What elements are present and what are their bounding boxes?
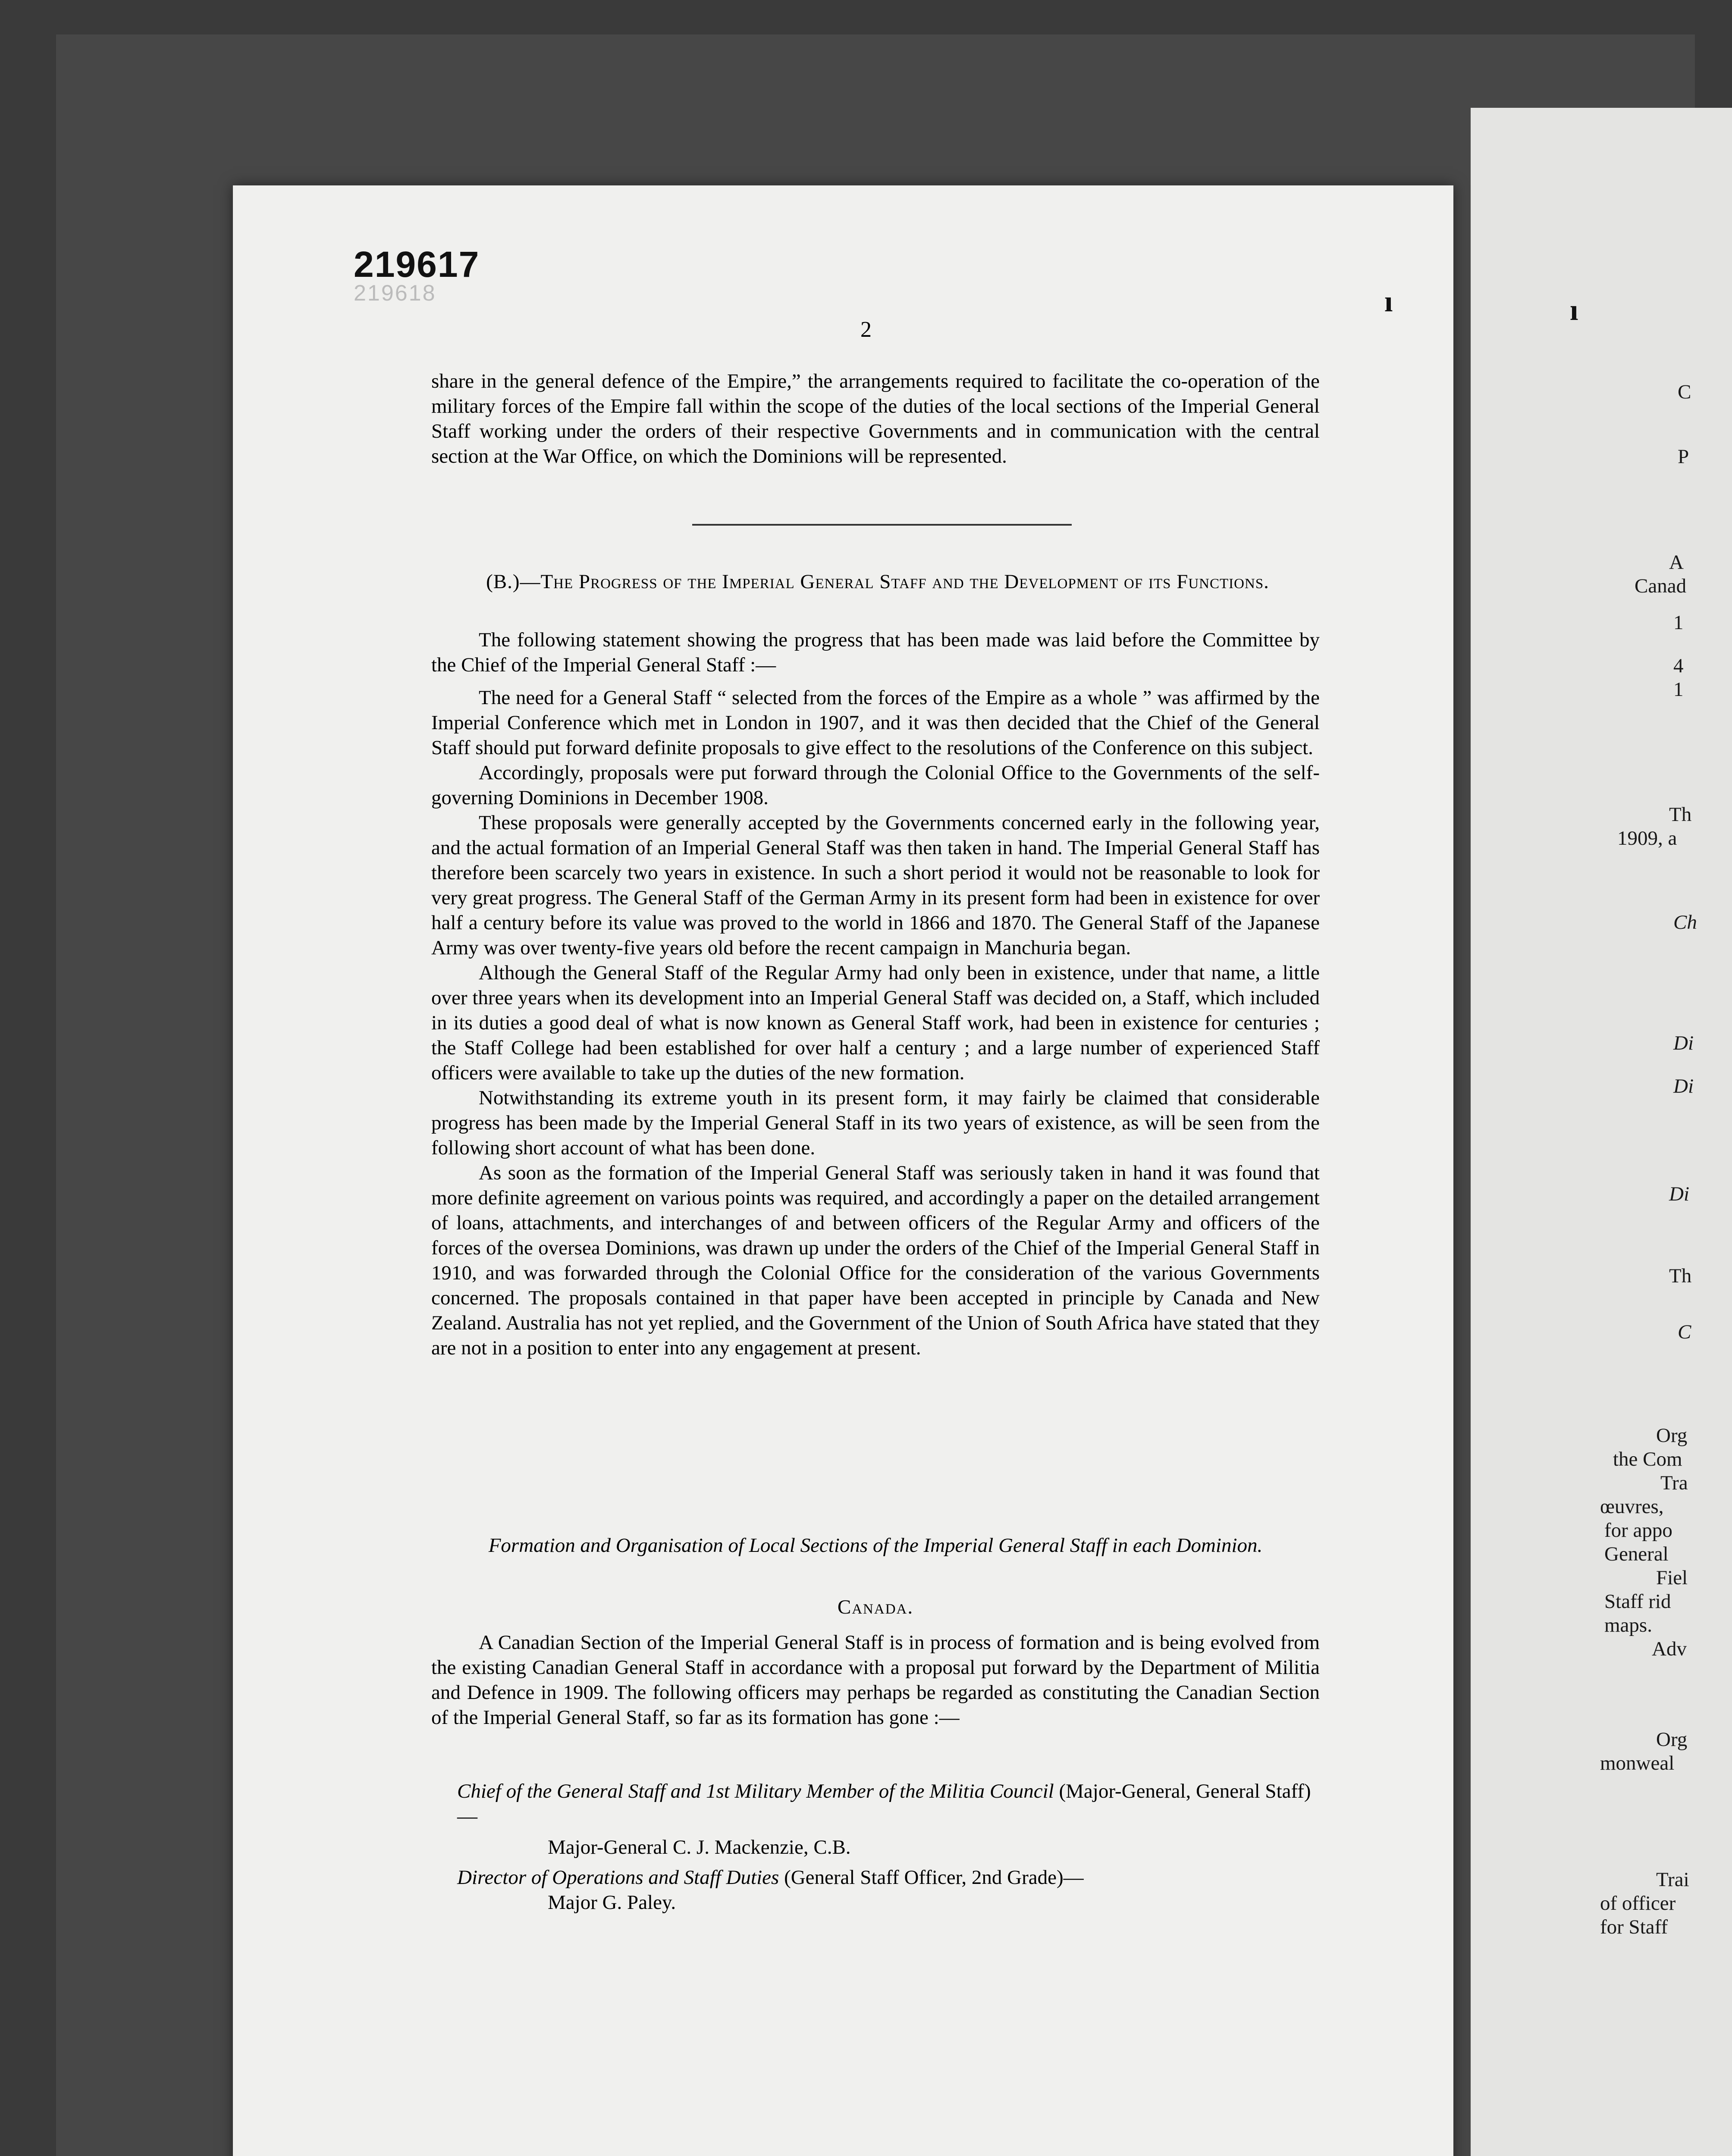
fragment: for Staff — [1600, 1916, 1668, 1938]
office-title: Director of Operations and Staff Duties — [457, 1866, 779, 1889]
fragment: of officer — [1600, 1892, 1676, 1915]
officer-name: Major-General C. J. Mackenzie, C.B. — [548, 1836, 851, 1858]
fragment: Di — [1673, 1075, 1694, 1097]
paragraph: Notwithstanding its extreme youth in its present form, it may fairly be claimed that considerable progress has been made by the Imperial General Staff in its two years of existence, as will be seen from the following short account of what has been done. — [431, 1087, 1320, 1159]
fragment: Di — [1669, 1183, 1689, 1205]
adjacent-page — [1471, 108, 1732, 2156]
fragment: Adv — [1652, 1638, 1687, 1660]
fragment: 1909, a — [1617, 827, 1677, 849]
fragment: A — [1669, 551, 1684, 573]
fragment: Di — [1673, 1032, 1694, 1054]
office-rank: (General Staff Officer, 2nd Grade)— — [784, 1866, 1084, 1889]
fragment: Trai — [1656, 1868, 1689, 1891]
fragment: Org — [1656, 1728, 1688, 1751]
paragraph: The following statement showing the progress that has been made was laid before the Committee by the Chief of the Imperial General Staff :— — [431, 629, 1320, 676]
paragraph: Although the General Staff of the Regular Army had only been in existence, under that name, a little over three years when its development into an Imperial General Staff was decided on, a Staff, which included in its duties a good deal of what is now known as General Staff work, had been in existence for centuries ; the Staff College had been established for over half a century ; and a large number of experienced Staff officers were available to take up the duties of the new formation. — [431, 962, 1320, 1084]
fragment: maps. — [1604, 1614, 1652, 1636]
fragment: Staff rid — [1604, 1590, 1671, 1613]
margin-mark: ı — [1570, 294, 1578, 327]
paragraph: As soon as the formation of the Imperial General Staff was seriously taken in hand it was found that more definite agreement on various points was required, and accordingly a paper on the detailed arrangement of loans, attachments, and interchanges of and between officers of the Regular Army and officers of the forces of the oversea Dominions, was drawn up under the orders of the Chief of the Imperial General Staff in 1910, and was forwarded through the Colonial Office for the consideration of the various Governments concerned. The proposals contained in that paper have been accepted in principle by Canada and New Zealand. Australia has not yet replied, and the Government of the Union of South Africa have stated that they are not in a position to enter into any engagement at present. — [431, 1162, 1320, 1359]
page-number: 2 — [860, 317, 872, 342]
officer-entry — [457, 1779, 1320, 1860]
fragment: the Com — [1613, 1448, 1682, 1470]
fragment: for appo — [1604, 1519, 1672, 1542]
subsection-heading: Formation and Organisation of Local Sections of the Imperial General Staff in each Dominion. — [488, 1534, 1263, 1557]
paragraph: A Canadian Section of the Imperial General Staff is in process of formation and is being evolved from the existing Canadian General Staff in accordance with a proposal put forward by the Department of Militia and Defence in 1909. The following officers may perhaps be regarded as constituting the Canadian Section of the Imperial General Staff, so far as its formation has gone :— — [431, 1631, 1320, 1729]
fragment: C — [1678, 1321, 1691, 1343]
intro-paragraph — [431, 369, 1320, 469]
fragment: Ch — [1673, 911, 1697, 934]
canada-heading: Canada. — [837, 1596, 914, 1618]
paragraph: These proposals were generally accepted by the Governments concerned early in the following year, and the actual formation of an Imperial General Staff was then taken in hand. The Imperial General Staff has therefore been scarcely two years in existence. In such a short period it would not be reasonable to look for very great progress. The General Staff of the German Army in its present form had been in existence for over half a century before its value was proved to the world in 1866 and 1870. The General Staff of the Japanese Army was over twenty-five years old before the recent campaign in Manchuria began. — [431, 812, 1320, 959]
fragment: 4 — [1673, 655, 1684, 677]
paragraph: The need for a General Staff “ selected from the forces of the Empire as a whole ” was affirmed by the Imperial Conference which met in London in 1907, and it was then decided that the Chief of the General Staff should put forward definite proposals to give effect to the resolutions of the Conference on this subject. — [431, 686, 1320, 759]
fragment: Canad — [1635, 575, 1687, 597]
officer-entry — [457, 1865, 1320, 1915]
fragment: monweal — [1600, 1752, 1675, 1774]
section-divider — [692, 524, 1072, 526]
faded-stamp-number: 219618 — [354, 281, 436, 306]
canada-section — [431, 1630, 1320, 1730]
paragraph: share in the general defence of the Empire,” the arrangements required to facilitate the co-operation of the military forces of the Empire fall within the scope of the duties of the local sections of the Imperial General Staff working under the orders of their respective Governments and in communication with the central section at the War Office, on which the Dominions will be represented. — [431, 370, 1320, 467]
section-heading: (B.)—The Progress of the Imperial General Staff and the Development of its Functions. — [486, 570, 1269, 593]
fragment: Tra — [1660, 1472, 1688, 1494]
office-title: Chief of the General Staff and 1st Military Member of the Militia Council — [457, 1780, 1054, 1802]
paragraph: Accordingly, proposals were put forward through the Colonial Office to the Governments of the self-governing Dominions in December 1908. — [431, 761, 1320, 809]
fragment: C — [1678, 381, 1691, 403]
office-rank: (Major-General, General Staff)— — [457, 1780, 1311, 1827]
fragment: Th — [1669, 803, 1692, 826]
fragment: Fiel — [1656, 1567, 1688, 1589]
margin-mark: ı — [1384, 285, 1393, 318]
fragment: 1 — [1673, 611, 1684, 634]
body-text — [431, 627, 1320, 1360]
fragment: 1 — [1673, 678, 1684, 701]
fragment: Th — [1669, 1265, 1692, 1287]
fragment: P — [1678, 445, 1689, 468]
fragment: Org — [1656, 1424, 1688, 1447]
fragment: œuvres, — [1600, 1495, 1664, 1518]
archive-stamp-number: 219617 — [354, 244, 480, 285]
officer-name: Major G. Paley. — [548, 1891, 676, 1914]
fragment: General — [1604, 1543, 1669, 1565]
